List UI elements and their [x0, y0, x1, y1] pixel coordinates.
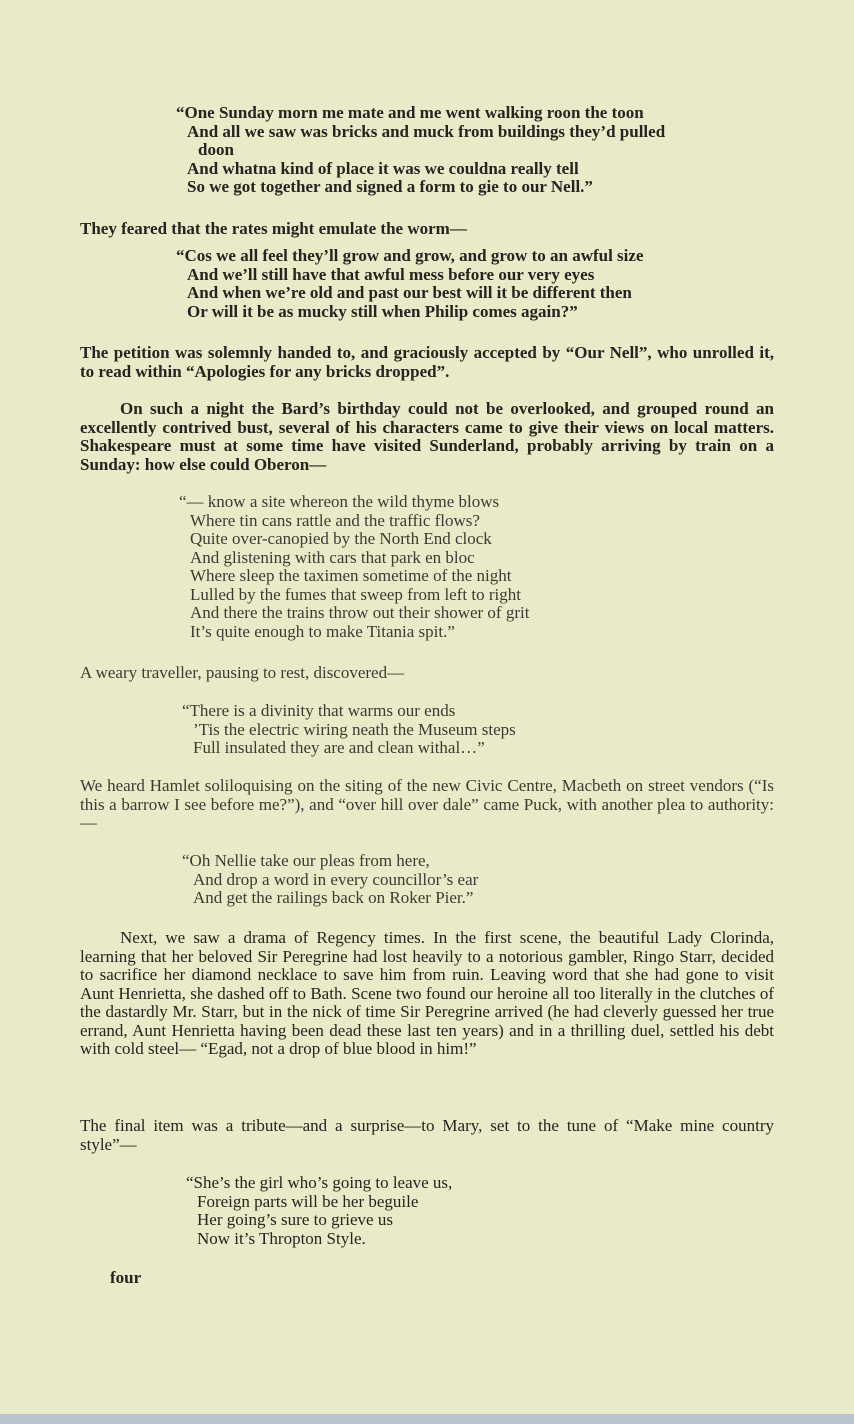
verse-line: Full insulated they are and clean withal…” — [193, 738, 485, 757]
verse-line: “One Sunday morn me mate and me went walking roon the toon — [176, 103, 644, 122]
verse-line: Now it’s Thropton Style. — [197, 1228, 366, 1248]
paragraph-rates: They feared that the rates might emulate the worm— — [80, 219, 467, 238]
paragraph-traveller: A weary traveller, pausing to rest, discovered— — [80, 663, 405, 682]
verse-petition-song — [176, 104, 665, 197]
verse-line: Quite over-canopied by the North End clock — [190, 529, 492, 548]
verse-rates-song — [176, 247, 644, 321]
verse-line: Lulled by the fumes that sweep from left to right — [190, 584, 521, 604]
verse-line: “Cos we all feel they’ll grow and grow, and grow to an awful size — [176, 246, 644, 265]
verse-line: Or will it be as mucky still when Philip comes again?” — [187, 301, 578, 321]
verse-line: ’Tis the electric wiring neath the Museum steps — [193, 719, 516, 739]
paragraph-petition: The petition was solemnly handed to, and graciously accepted by “Our Nell”, who unrolled it, to read within “Apologies for any bricks dropped”. — [80, 343, 774, 381]
paragraph-regency-drama: Next, we saw a drama of Regency times. In the first scene, the beautiful Lady Clorinda, learning that her beloved Sir Peregrine had lost heavily to a notorious gambler, Ringo Starr, decided to sacrifice her diamond necklace to save him from ruin. Leaving word that she had gone to visit Aunt Henrietta, she dashed off to Bath. Scene two found our heroine all too literally in the clutches of the dastardly Mr. Starr, but in the nick of time Sir Peregrine arrived (he had cleverly guessed her true errand, Aunt Henrietta having been dead these last ten years) and in a thrilling duel, settled his debt with cold steel— “Egad, not a drop of blue blood in him!” — [80, 928, 774, 1058]
verse-line: And there the trains throw out their shower of grit — [190, 603, 530, 622]
verse-line: “There is a divinity that warms our ends — [182, 701, 456, 720]
page-number: four — [110, 1268, 142, 1287]
verse-line: Foreign parts will be her beguile — [197, 1191, 419, 1211]
verse-tribute — [186, 1174, 452, 1248]
verse-line: And we’ll still have that awful mess before our very eyes — [187, 264, 595, 284]
verse-line: Where sleep the taximen sometime of the night — [190, 566, 512, 585]
verse-line: And drop a word in every councillor’s ear — [193, 869, 479, 889]
verse-line: And all we saw was bricks and muck from buildings they’d pulled — [187, 121, 666, 141]
verse-line: It’s quite enough to make Titania spit.” — [190, 621, 455, 641]
verse-oberon — [179, 493, 529, 641]
verse-line: And get the railings back on Roker Pier.” — [193, 888, 474, 907]
paragraph-hamlet: We heard Hamlet soliloquising on the siting of the new Civic Centre, Macbeth on street vendors (“Is this a barrow I see before me?”), and “over hill over dale” came Puck, with another plea to authority:— — [80, 776, 774, 832]
verse-line: “She’s the girl who’s going to leave us, — [186, 1173, 453, 1192]
scan-bottom-edge — [0, 1414, 854, 1424]
verse-line: doon — [198, 140, 234, 159]
verse-puck — [182, 852, 478, 908]
verse-line: Where tin cans rattle and the traffic flows? — [190, 510, 480, 530]
verse-line: “— know a site whereon the wild thyme blows — [179, 492, 500, 511]
paragraph-bard: On such a night the Bard’s birthday could not be overlooked, and grouped round an excellently contrived bust, several of his characters came to give their views on local matters. Shakespeare must at some time have visited Sunderland, probably arriving by train on a Sunday: how else could Oberon— — [80, 399, 774, 474]
verse-line: And whatna kind of place it was we couldna really tell — [187, 158, 579, 178]
verse-line: “Oh Nellie take our pleas from here, — [182, 851, 430, 870]
paragraph-tribute: The final item was a tribute—and a surprise—to Mary, set to the tune of “Make mine country style”— — [80, 1116, 774, 1154]
verse-line: Her going’s sure to grieve us — [197, 1210, 393, 1229]
verse-museum — [182, 702, 516, 758]
verse-line: And when we’re old and past our best will it be different then — [187, 283, 632, 302]
verse-line: And glistening with cars that park en bloc — [190, 547, 475, 567]
verse-line: So we got together and signed a form to gie to our Nell.” — [187, 177, 593, 196]
